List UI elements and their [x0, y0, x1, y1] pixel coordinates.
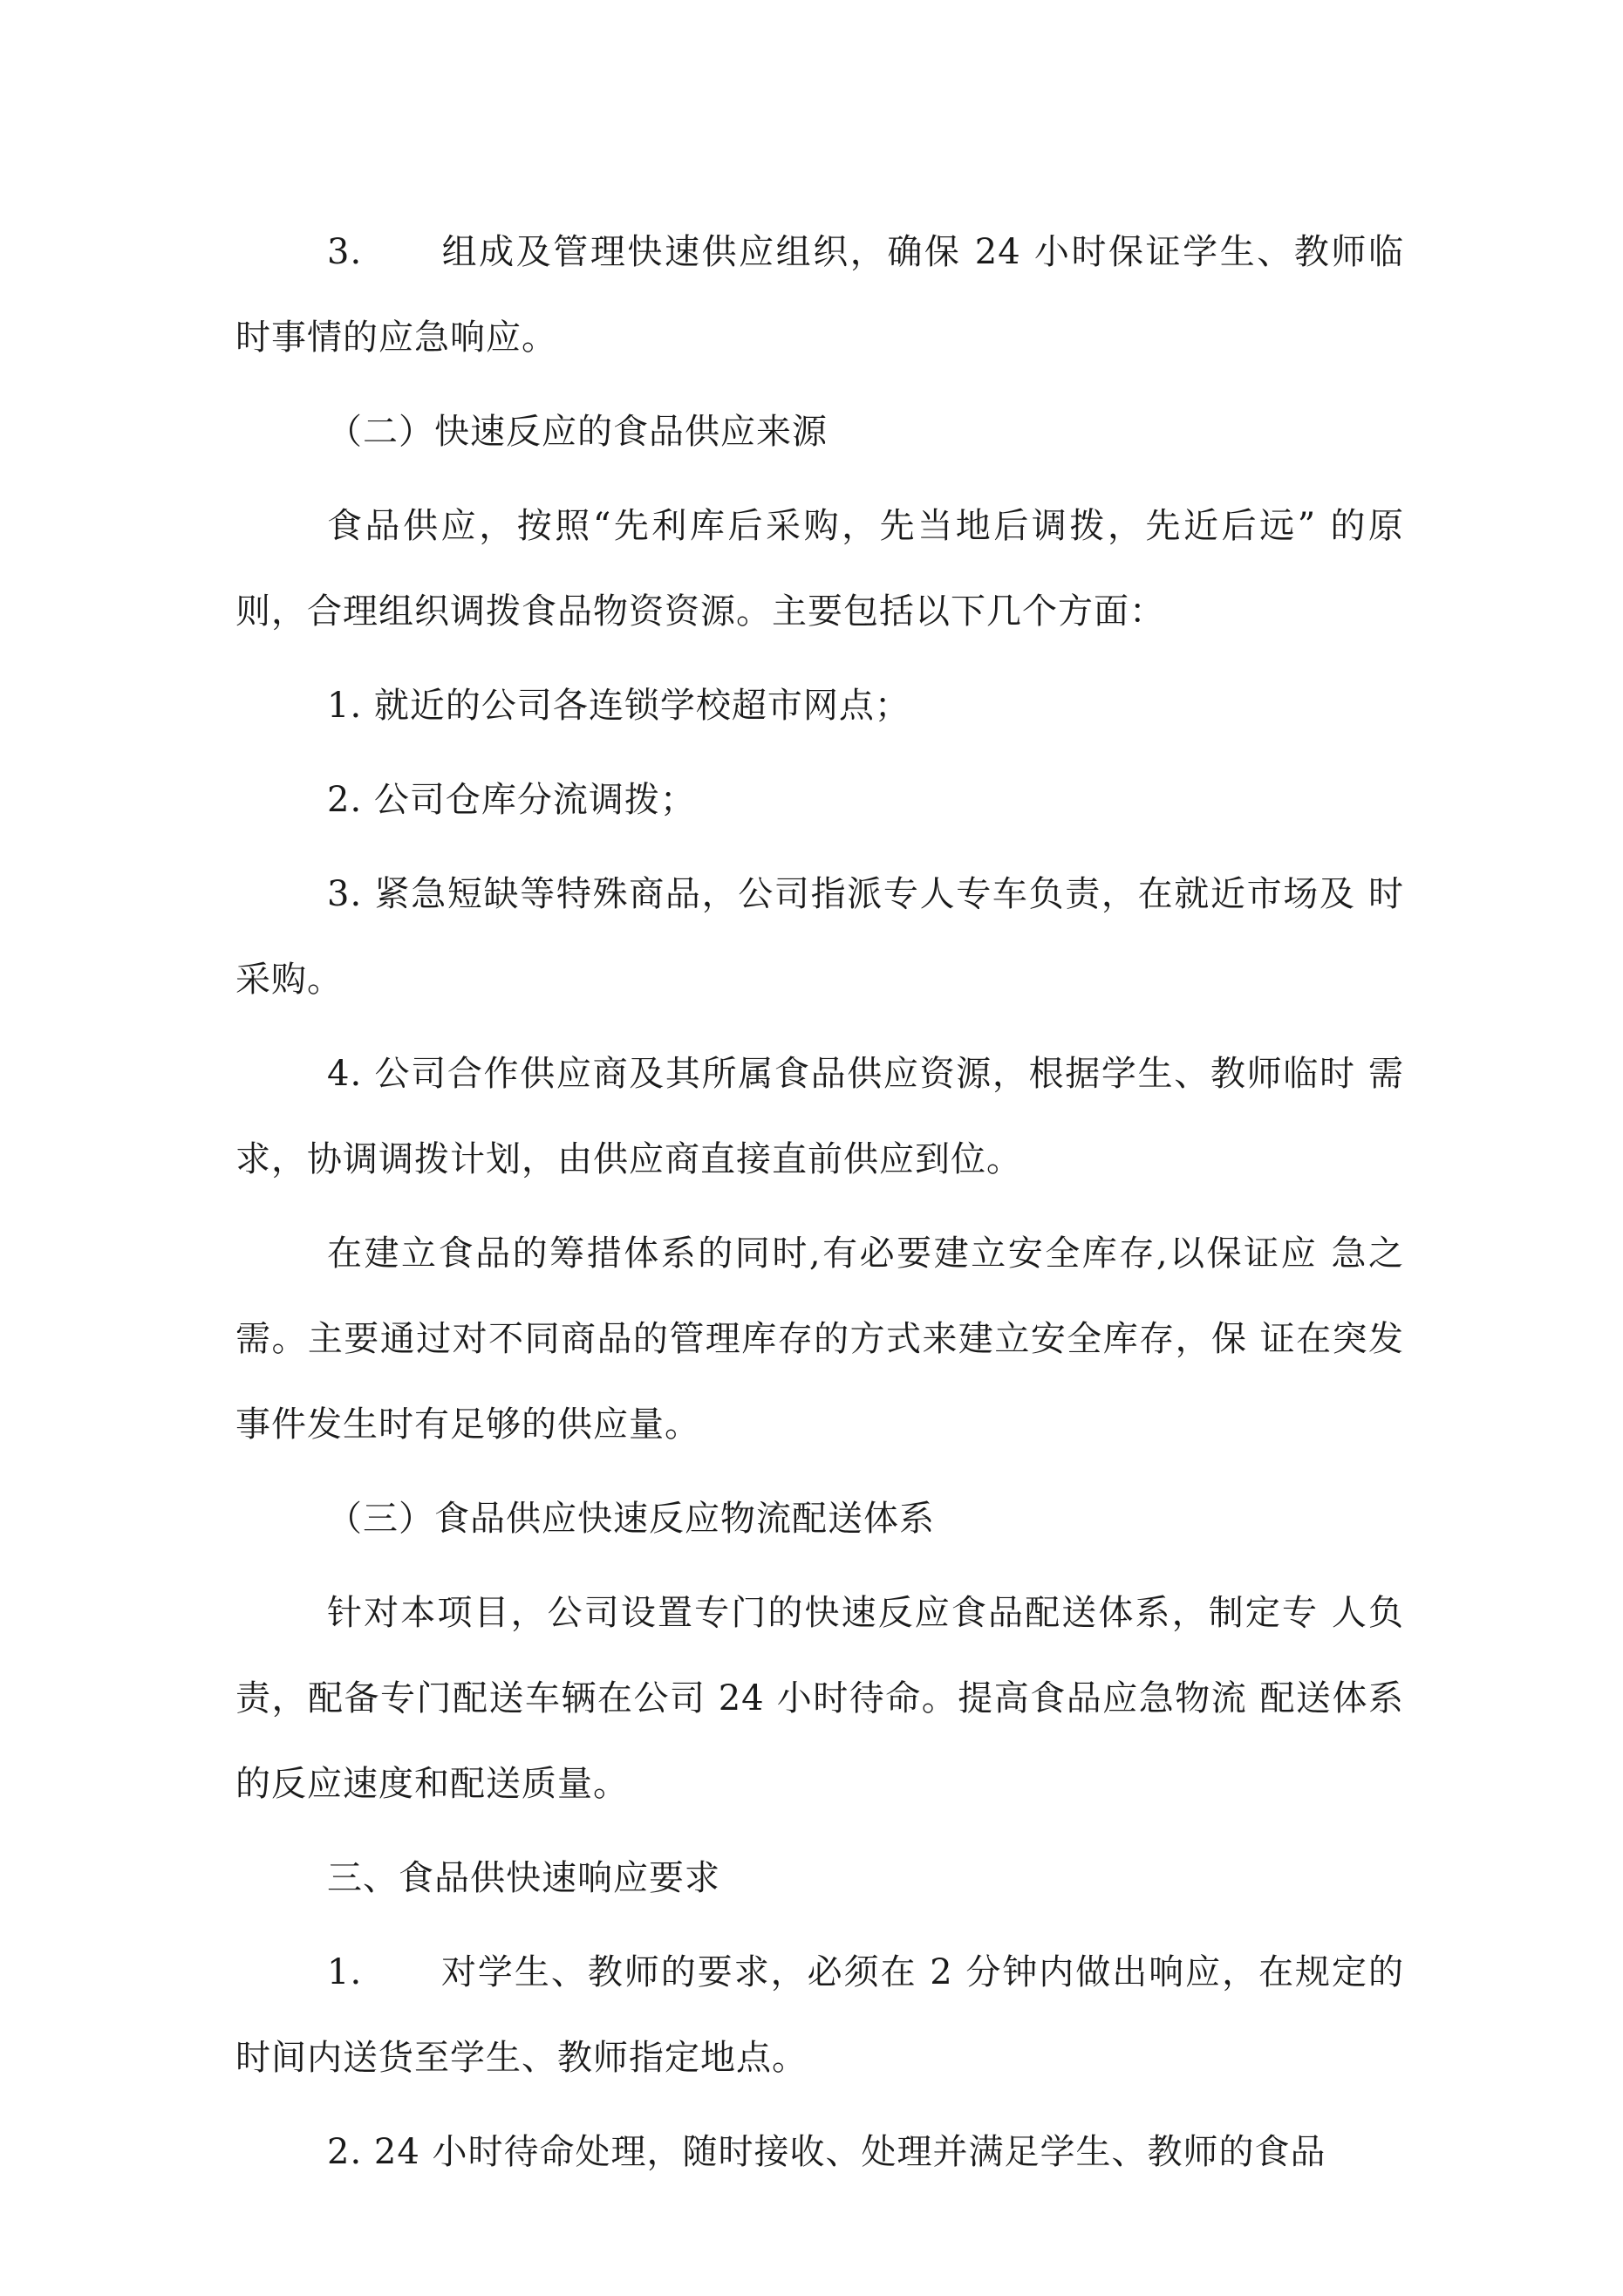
- item-number: 3.: [327, 232, 363, 272]
- paragraph: 食品供应，按照“先利库后采购，先当地后调拨，先近后远” 的原则，合理组织调拨食品物资资源。主要包括以下几个方面：: [235, 506, 1404, 632]
- list-item: 2. 公司仓库分流调拨；: [327, 780, 696, 820]
- section-heading: 三、食品供快速响应要求: [327, 1858, 720, 1898]
- paragraph-text: 组成及管理快速供应组织，确保 24 小时保证学生、教师临时事情的应急响应。: [235, 232, 1404, 358]
- numbered-paragraph: [235, 209, 1404, 380]
- section-heading: （二）快速反应的食品供应来源: [327, 412, 828, 452]
- list-item: 3. 紧急短缺等特殊商品，公司指派专人专车负责，在就近市场及 时采购。: [235, 874, 1404, 1000]
- paragraph: 针对本项目，公司设置专门的快速反应食品配送体系，制定专 人负责，配备专门配送车辆在公司 24 小时待命。提高食品应急物流 配送体系的反应速度和配送质量。: [235, 1593, 1404, 1804]
- item-number: 1.: [327, 1952, 363, 1992]
- numbered-paragraph: [235, 1930, 1404, 2101]
- list-item: 1. 就近的公司各连锁学校超市网点；: [327, 686, 910, 726]
- list-item: 2. 24 小时待命处理，随时接收、处理并满足学生、教师的食品: [327, 2132, 1326, 2172]
- paragraph: 在建立食品的筹措体系的同时,有必要建立安全库存,以保证应 急之需。主要通过对不同商品的管理库存的方式来建立安全库存，保 证在突发事件发生时有足够的供应量。: [235, 1233, 1404, 1445]
- section-heading: （三）食品供应快速反应物流配送体系: [327, 1499, 935, 1539]
- document-page: [235, 209, 1404, 2204]
- paragraph-text: 对学生、教师的要求，必须在 2 分钟内做出响应，在规定的时间内送货至学生、教师指定地点。: [235, 1952, 1404, 2078]
- list-item: 4. 公司合作供应商及其所属食品供应资源，根据学生、教师临时 需求，协调调拨计划，由供应商直接直前供应到位。: [235, 1054, 1404, 1179]
